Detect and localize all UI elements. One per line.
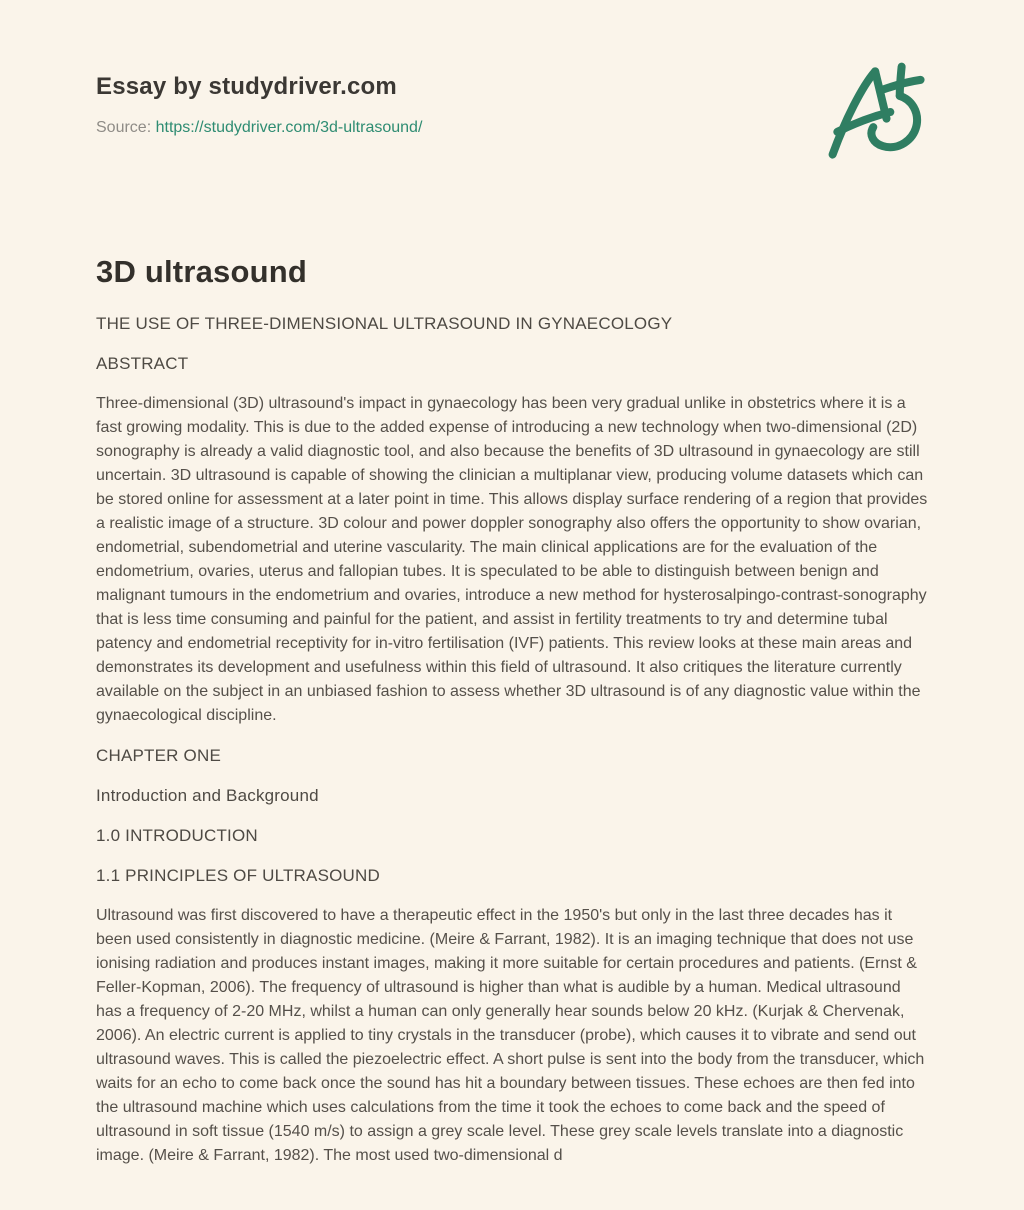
site-title: Essay by studydriver.com	[96, 73, 397, 100]
source-label: Source:	[96, 119, 152, 136]
chapter-heading: CHAPTER ONE	[96, 746, 221, 765]
source-line	[96, 116, 928, 140]
section-heading-1-1: 1.1 PRINCIPLES OF ULTRASOUND	[96, 866, 380, 885]
abstract-paragraph: Three-dimensional (3D) ultrasound's impact in gynaecology has been very gradual unlike in obstetrics where it is a fast growing modality. This is due to the added expense of introducing a new technology when two-dimensional (2D) sonography is already a valid diagnostic tool, and also because the benefits of 3D ultrasound in gynaecology are still uncertain. 3D ultrasound is capable of showing the clinician a multiplanar view, producing volume datasets which can be stored online for assessment at a later point in time. This allows display surface rendering of a region that provides a realistic image of a structure. 3D colour and power doppler sonography also offers the opportunity to show ovarian, endometrial, subendometrial and uterine vascularity. The main clinical applications are for the evaluation of the endometrium, ovaries, uterus and fallopian tubes. It is speculated to be able to distinguish between benign and malignant tumours in the endometrium and ovaries, introduce a new method for hysterosalpingo-contrast-sonography that is less time consuming and painful for the patient, and assist in fertility treatments to try and determine tubal patency and endometrial receptivity for in-vitro fertilisation (IVF) patients. This review looks at these main areas and demonstrates its development and usefulness within this field of ultrasound. It also critiques the literature currently available on the subject in an unbiased fashion to assess whether 3D ultrasound is of any diagnostic value within the gynaecological discipline.	[96, 395, 928, 724]
essay-content	[96, 252, 928, 1168]
essay-title: 3D ultrasound	[96, 254, 308, 289]
abstract-heading: ABSTRACT	[96, 354, 189, 373]
essay-subtitle: THE USE OF THREE-DIMENSIONAL ULTRASOUND IN GYNAECOLOGY	[96, 314, 673, 333]
header	[96, 70, 928, 140]
chapter-subheading: Introduction and Background	[96, 786, 319, 805]
introduction-paragraph: Ultrasound was first discovered to have a therapeutic effect in the 1950's but only in the last three decades has it been used consistently in diagnostic medicine. (Meire & Farrant, 1982). It is an imaging technique that does not use ionising radiation and produces instant images, making it more suitable for certain procedures and patients. (Ernst & Feller-Kopman, 2006). The frequency of ultrasound is higher than what is audible by a human. Medical ultrasound has a frequency of 2-20 MHz, whilst a human can only generally hear sounds below 20 kHz. (Kurjak & Chervenak, 2006). An electric current is applied to tiny crystals in the transducer (probe), which causes it to vibrate and send out ultrasound waves. This is called the piezoelectric effect. A short pulse is sent into the body from the transducer, which waits for an echo to come back once the sound has hit a boundary between tissues. These echoes are then fed into the ultrasound machine which uses calculations from the time it took the echoes to come back and the speed of ultrasound in soft tissue (1540 m/s) to assign a grey scale level. These grey scale levels translate into a diagnostic image. (Meire & Farrant, 1982). The most used two-dimensional d	[96, 907, 925, 1164]
section-heading-1-0: 1.0 INTRODUCTION	[96, 826, 258, 845]
source-link[interactable]: https://studydriver.com/3d-ultrasound/	[155, 119, 423, 136]
studydriver-a-plus-logo-icon	[826, 58, 930, 166]
